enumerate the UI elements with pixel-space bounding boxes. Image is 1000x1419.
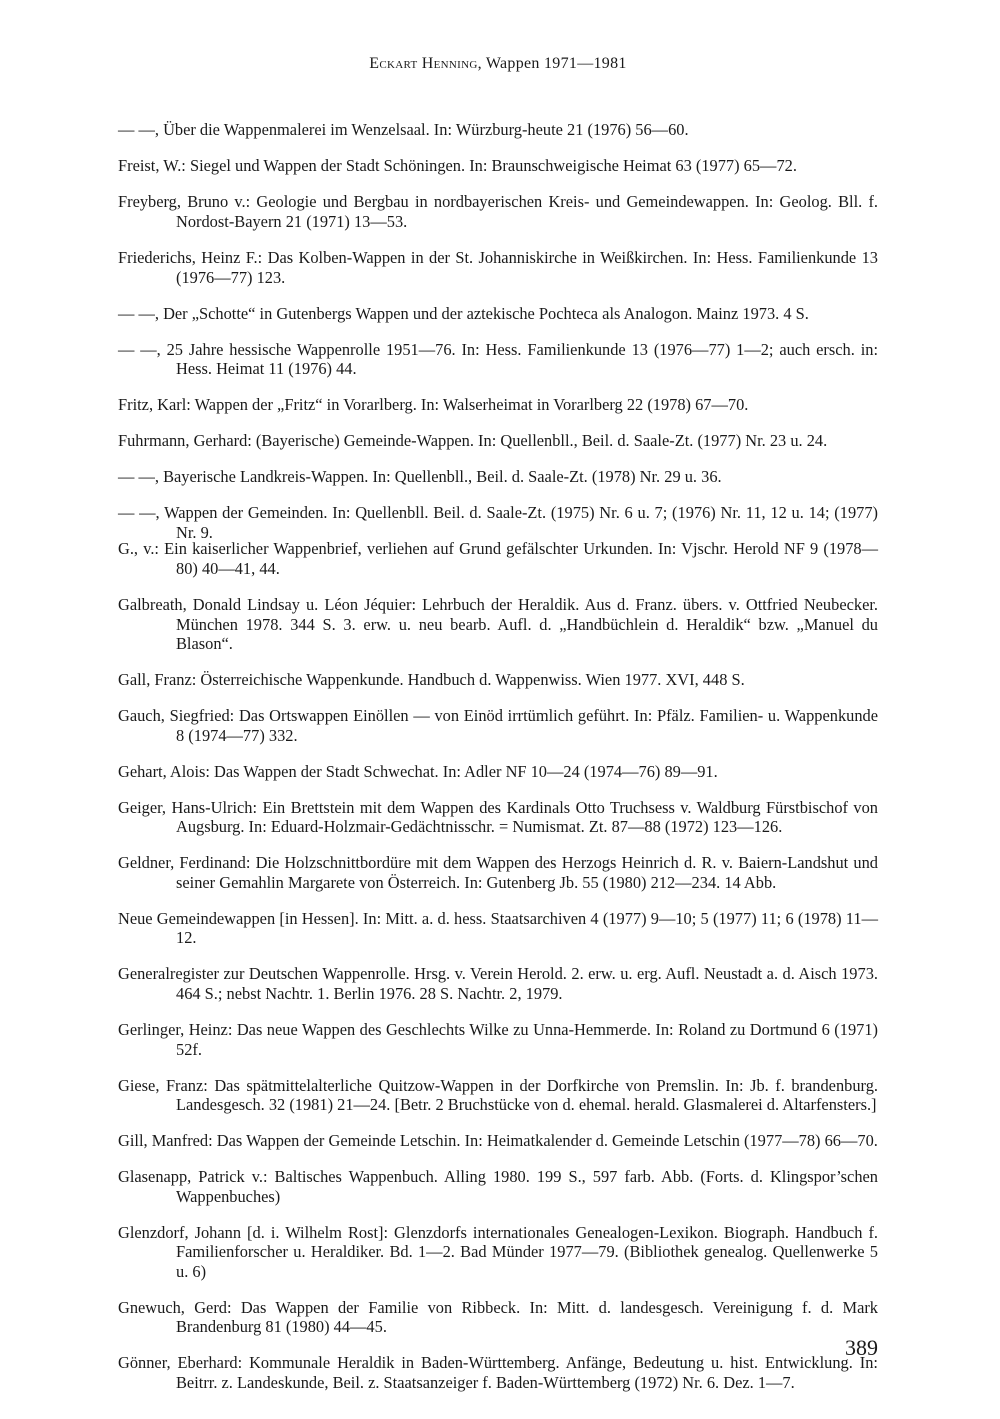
running-head-title: , Wappen 1971—1981 [477,55,627,72]
bibliography-entry: — —, Der „Schotte“ in Gutenbergs Wappen und der aztekische Pochteca als Analogon. Mainz 1973. 4 S. [118,303,809,323]
bibliography-entry: Fuhrmann, Gerhard: (Bayerische) Gemeinde-Wappen. In: Quellenbll., Beil. d. Saale-Zt. (1977) Nr. 23 u. 24. [118,431,828,451]
bibliography-entry: Generalregister zur Deutschen Wappenrolle. Hrsg. v. Verein Herold. 2. erw. u. erg. Aufl. Neustadt a. d. Aisch 1973. 464 S.; nebst Nachtr. 1. Berlin 1976. 28 S. Nachtr. 2, 1979. [118,964,878,1004]
bibliography-entry: Gönner, Eberhard: Kommunale Heraldik in Baden-Württemberg. Anfänge, Bedeutung u. hist. Entwicklung. In: Beitrr. z. Landeskunde, Beil. z. Staatsanzeiger f. Baden-Württemberg (1972) Nr. 6. Dez. 1—7. [118,1353,878,1393]
bibliography-entry: Gill, Manfred: Das Wappen der Gemeinde Letschin. In: Heimatkalender d. Gemeinde Letschin (1977—78) 66—70. [118,1131,878,1151]
page-number: 389 [845,1335,878,1360]
bibliography-entry: Neue Gemeindewappen [in Hessen]. In: Mitt. a. d. hess. Staatsarchiven 4 (1977) 9—10; 5 (1977) 11; 6 (1978) 11—12. [118,908,878,948]
bibliography-entry: Galbreath, Donald Lindsay u. Léon Jéquier: Lehrbuch der Heraldik. Aus d. Franz. übers. v. Ottfried Neubecker. München 1978. 344 S. 3. erw. u. neu bearb. Aufl. d. „Handbüchlein d. Heraldik“ bzw. „Manuel du Blason“. [118,594,878,654]
bibliography-entry: Geiger, Hans-Ulrich: Ein Brettstein mit dem Wappen des Kardinals Otto Truchsess v. Waldburg Fürstbischof von Augsburg. In: Eduard-Holzmair-Gedächtnisschr. = Numismat. Zt. 87—88 (1972) 123—126. [118,797,878,837]
bibliography-entry: Glenzdorf, Johann [d. i. Wilhelm Rost]: Glenzdorfs internationales Genealogen-Lexikon. Biograph. Handbuch f. Familienforscher u. Heraldiker. Bd. 1—2. Bad Münder 1977—79. (Bibliothek genealog. Quellenwerke 5 u. 6) [118,1222,878,1281]
bibliography-section-g [118,523,878,1397]
bibliography-entry: Giese, Franz: Das spätmittelalterliche Quitzow-Wappen in der Dorfkirche von Premslin. In: Jb. f. brandenburg. Landesgesch. 32 (1981) 21—24. [Betr. 2 Bruchstücke von d. ehemal. herald. Glasmalerei d. Altarfensters.] [118,1075,878,1115]
bibliography-entry: Gauch, Siegfried: Das Ortswappen Einöllen — von Einöd irrtümlich geführt. In: Pfälz. Familien- u. Wappenkunde 8 (1974—77) 332. [118,706,878,745]
bibliography-entry: — —, Bayerische Landkreis-Wappen. In: Quellenbll., Beil. d. Saale-Zt. (1978) Nr. 29 u. 36. [118,467,722,487]
bibliography-entry: Geldner, Ferdinand: Die Holzschnittbordüre mit dem Wappen des Herzogs Heinrich d. R. v. Baiern-Landshut und seiner Gemahlin Margarete von Österreich. In: Gutenberg Jb. 55 (1980) 212—234. 14 Abb. [118,853,878,892]
bibliography-entry: Fritz, Karl: Wappen der „Fritz“ in Vorarlberg. In: Walserheimat in Vorarlberg 22 (1978) 67—70. [118,395,749,415]
bibliography-entry: Glasenapp, Patrick v.: Baltisches Wappenbuch. Alling 1980. 199 S., 597 farb. Abb. (Forts. d. Klingspor’schen Wappenbuches) [118,1167,878,1206]
bibliography-entry: — —, Wappen der Gemeinden. In: Quellenbll. Beil. d. Saale-Zt. (1975) Nr. 6 u. 7; (1976) Nr. 11, 12 u. 14; (1977) Nr. 9. [118,503,878,542]
bibliography-entry: Gall, Franz: Österreichische Wappenkunde. Handbuch d. Wappenwiss. Wien 1977. XVI, 448 S. [118,670,745,690]
bibliography-entry: Freist, W.: Siegel und Wappen der Stadt Schöningen. In: Braunschweigische Heimat 63 (1977) 65—72. [118,156,797,176]
bibliography-entry: Gerlinger, Heinz: Das neue Wappen des Geschlechts Wilke zu Unna-Hemmerde. In: Roland zu Dortmund 6 (1971) 52f. [118,1020,878,1059]
bibliography-entry: Friederichs, Heinz F.: Das Kolben-Wappen in der St. Johanniskirche in Weißkirchen. In: Hess. Familienkunde 13 (1976—77) 123. [118,247,878,287]
bibliography-entry: — —, Über die Wappenmalerei im Wenzelsaal. In: Würzburg-heute 21 (1976) 56—60. [118,120,689,140]
bibliography-entry: Gehart, Alois: Das Wappen der Stadt Schwechat. In: Adler NF 10—24 (1974—76) 89—91. [118,761,718,781]
bibliography-entry: Freyberg, Bruno v.: Geologie und Bergbau in nordbayerischen Kreis- und Gemeindewappen. In: Geolog. Bll. f. Nordost-Bayern 21 (1971) 13—53. [118,192,878,231]
running-head-author: Eckart Henning [369,55,478,72]
bibliography-entry: G., v.: Ein kaiserlicher Wappenbrief, verliehen auf Grund gefälschter Urkunden. In: Vjschr. Herold NF 9 (1978—80) 40—41, 44. [118,539,878,578]
running-head [118,55,878,73]
bibliography-entry: Gnewuch, Gerd: Das Wappen der Familie von Ribbeck. In: Mitt. d. landesgesch. Vereinigung f. d. Mark Brandenburg 81 (1980) 44—45. [118,1297,878,1337]
bibliography-entry: — —, 25 Jahre hessische Wappenrolle 1951—76. In: Hess. Familienkunde 13 (1976—77) 1—2; auch ersch. in: Hess. Heimat 11 (1976) 44. [118,339,878,379]
bibliography-section-f [118,104,878,546]
